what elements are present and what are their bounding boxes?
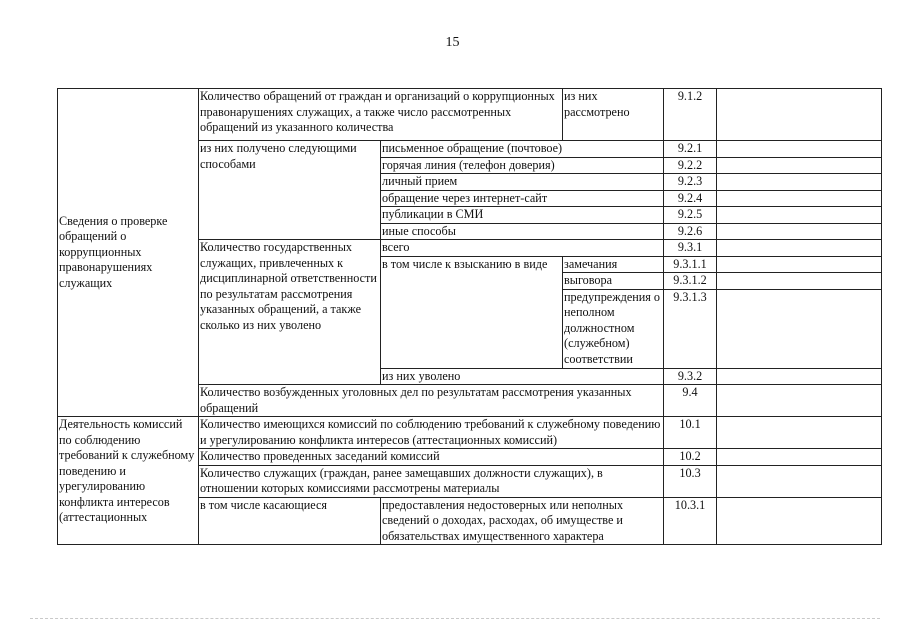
table-row: [58, 89, 882, 141]
value-cell[interactable]: [717, 385, 882, 417]
scan-artifact-line: [30, 618, 880, 620]
value-cell[interactable]: [717, 240, 882, 257]
row-code: 9.2.2: [664, 157, 717, 174]
row-code: 9.1.2: [664, 89, 717, 141]
row-subtext: замечания: [563, 256, 664, 273]
row-subtext: публикации в СМИ: [381, 207, 664, 224]
value-cell[interactable]: [717, 174, 882, 191]
value-cell[interactable]: [717, 417, 882, 449]
row-text: Количество государственных служащих, привлеченных к дисциплинарной ответственности по результатам рассмотрения указанных обращений, а также сколько из них уволено: [199, 240, 381, 385]
row-subtext: выговора: [563, 273, 664, 290]
row-text: в том числе касающиеся: [199, 497, 381, 545]
value-cell[interactable]: [717, 207, 882, 224]
row-code: 9.3.1.1: [664, 256, 717, 273]
row-subtext: в том числе к взысканию в виде: [381, 256, 563, 368]
row-code: 10.2: [664, 449, 717, 466]
value-cell[interactable]: [717, 368, 882, 385]
row-text: Количество обращений от граждан и организаций о коррупционных правонарушениях служащих, а также число рассмотренных обращений из указанного количества: [199, 89, 563, 141]
row-subtext: иные способы: [381, 223, 664, 240]
row-subtext: личный прием: [381, 174, 664, 191]
row-subtext: предупреждения о неполном должностном (служебном) соответствии: [563, 289, 664, 368]
row-code: 10.1: [664, 417, 717, 449]
page-number: 15: [445, 35, 460, 50]
row-code: 9.2.4: [664, 190, 717, 207]
table-row: [58, 417, 882, 449]
row-subtext: письменное обращение (почтовое): [381, 141, 664, 158]
value-cell[interactable]: [717, 157, 882, 174]
row-code: 9.3.1.3: [664, 289, 717, 368]
row-subtext: из них рассмотрено: [563, 89, 664, 141]
section-10-label: Деятельность комиссий по соблюдению требований к служебному поведению и урегулированию конфликта интересов (аттестационных: [58, 417, 199, 545]
row-subtext: обращение через интернет-сайт: [381, 190, 664, 207]
row-text: Количество возбужденных уголовных дел по результатам рассмотрения указанных обращений: [199, 385, 664, 417]
value-cell[interactable]: [717, 89, 882, 141]
value-cell[interactable]: [717, 223, 882, 240]
report-table: [57, 88, 882, 545]
row-code: 9.3.1: [664, 240, 717, 257]
row-subtext: из них уволено: [381, 368, 664, 385]
value-cell[interactable]: [717, 289, 882, 368]
value-cell[interactable]: [717, 190, 882, 207]
row-text: Количество имеющихся комиссий по соблюдению требований к служебному поведению и урегулированию конфликта интересов (аттестационных комиссий): [199, 417, 664, 449]
section-9-label: Сведения о проверке обращений о коррупционных правонарушениях служащих: [58, 89, 199, 417]
value-cell[interactable]: [717, 256, 882, 273]
row-code: 10.3: [664, 465, 717, 497]
value-cell[interactable]: [717, 465, 882, 497]
row-code: 9.2.3: [664, 174, 717, 191]
row-subtext: всего: [381, 240, 664, 257]
row-code: 10.3.1: [664, 497, 717, 545]
value-cell[interactable]: [717, 497, 882, 545]
value-cell[interactable]: [717, 449, 882, 466]
row-text: из них получено следующими способами: [199, 141, 381, 240]
row-code: 9.4: [664, 385, 717, 417]
row-code: 9.3.2: [664, 368, 717, 385]
row-text: Количество проведенных заседаний комиссий: [199, 449, 664, 466]
row-code: 9.2.5: [664, 207, 717, 224]
row-subtext: предоставления недостоверных или неполных сведений о доходах, расходах, об имуществе и обязательствах имущественного характера: [381, 497, 664, 545]
row-text: Количество служащих (граждан, ранее замещавших должности служащих), в отношении которых комиссиями рассмотрены материалы: [199, 465, 664, 497]
row-code: 9.2.1: [664, 141, 717, 158]
value-cell[interactable]: [717, 273, 882, 290]
value-cell[interactable]: [717, 141, 882, 158]
row-code: 9.3.1.2: [664, 273, 717, 290]
row-code: 9.2.6: [664, 223, 717, 240]
row-subtext: горячая линия (телефон доверия): [381, 157, 664, 174]
